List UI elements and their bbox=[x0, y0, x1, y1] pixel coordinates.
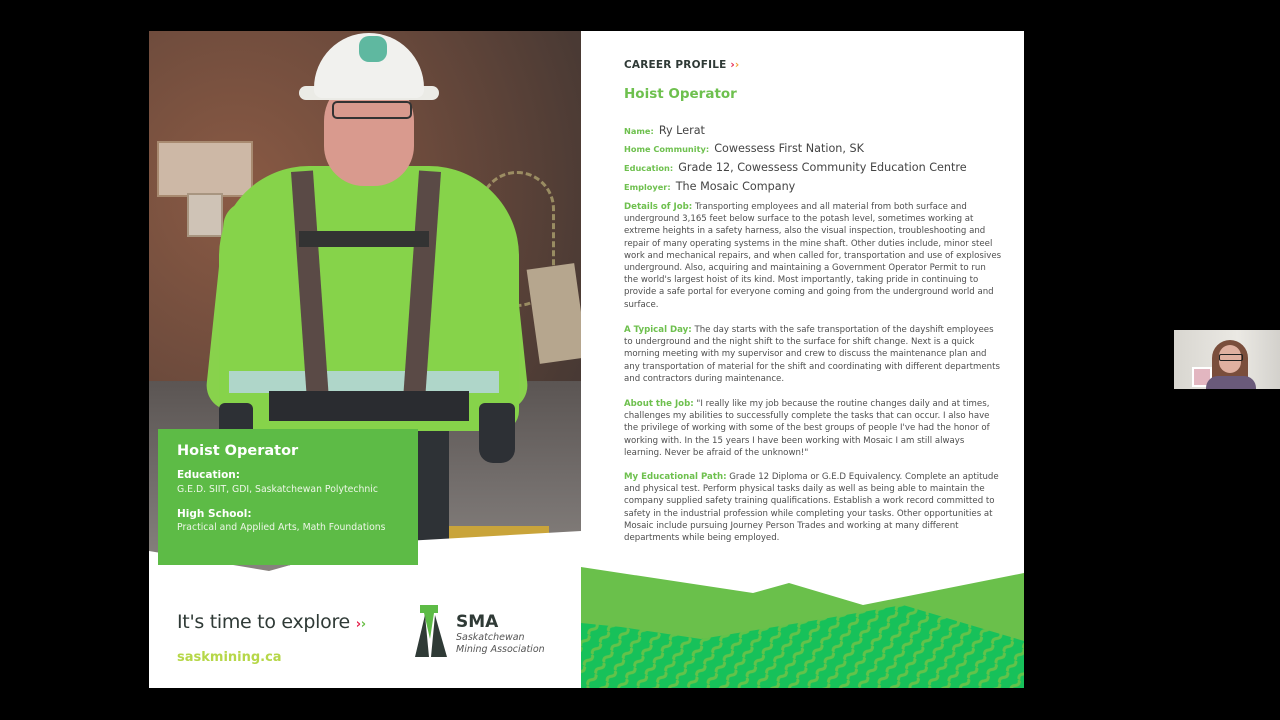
sma-logo-icon bbox=[415, 605, 451, 657]
logo-subtitle bbox=[456, 632, 545, 656]
electrical-box-small bbox=[187, 193, 223, 237]
safety-glasses bbox=[332, 101, 412, 119]
website-link[interactable]: saskmining.ca bbox=[177, 650, 282, 665]
section-label: My Educational Path: bbox=[624, 472, 727, 482]
section-educational-path bbox=[624, 471, 1002, 544]
education-label: Education: bbox=[177, 469, 240, 481]
logo-name: SMA bbox=[456, 612, 499, 632]
role-title: Hoist Operator bbox=[177, 443, 299, 459]
section-text: Grade 12 Diploma or G.E.D Equivalency. Complete an aptitude and physical test. Perform physical tasks daily as well as being able to maintain the company supplied safety training qualifications. Establish a work record committed to safety in the industrial profession while completing your tasks. Other opportunities at Mosaic include pursuing Journey Person Trades and working at many different departments while being employed. bbox=[624, 472, 999, 544]
field-education bbox=[624, 156, 967, 175]
kicker-text: CAREER PROFILE bbox=[624, 59, 727, 71]
field-home-community bbox=[624, 137, 864, 156]
logo-sub-line2: Mining Association bbox=[456, 644, 545, 655]
cap-lamp-icon bbox=[359, 36, 387, 62]
electrical-box bbox=[157, 141, 253, 197]
section-label: Details of Job: bbox=[624, 202, 693, 212]
field-name bbox=[624, 119, 705, 138]
field-label: Home Community: bbox=[624, 144, 710, 154]
presenter-body bbox=[1206, 376, 1256, 389]
section-text: Transporting employees and all material from both surface and underground 3,165 feet below surface to the potash level, sometimes working at extreme heights in a safety harness, also the visual inspection, troubleshooting and repair of many operating systems in the mine shaft. Other duties include, minor steel work and mechanical repairs, and when called for, transportation and use of explosives underground. Also, acquiring and maintaining a Government Operator Permit to run the world's largest hoist of its kind. Most importantly, taking pride in continuing to provide a safe portal for everyone coming and going from the underground world and surface. bbox=[624, 202, 1002, 310]
section-label: About the Job: bbox=[624, 399, 694, 409]
section-kicker bbox=[624, 59, 739, 71]
high-school-label: High School: bbox=[177, 508, 252, 520]
presentation-slide bbox=[149, 31, 1024, 688]
high-school-value: Practical and Applied Arts, Math Foundations bbox=[177, 522, 386, 533]
chevrons-icon: ›› bbox=[355, 617, 366, 632]
education-value: G.E.D. SIIT, GDI, Saskatchewan Polytechnic bbox=[177, 484, 378, 495]
section-text: "I really like my job because the routine changes daily and at times, challenges my abilities to successfully complete the tasks that can occur. I also have the privilege of working with some of the best groups of people I've had the honor of working with. In the 15 years I have been working with Mosaic I am still always learning. Never be afraid of the unknown!" bbox=[624, 399, 990, 458]
tagline bbox=[177, 611, 366, 633]
section-details-of-job bbox=[624, 201, 1002, 311]
section-about-the-job bbox=[624, 398, 1002, 459]
field-value: Ry Lerat bbox=[658, 124, 705, 137]
career-profile-panel bbox=[581, 31, 1024, 688]
presenter-glasses bbox=[1219, 354, 1243, 361]
section-typical-day bbox=[624, 324, 1002, 385]
chevron-orange-icon: › bbox=[734, 59, 740, 71]
field-label: Education: bbox=[624, 163, 674, 173]
harness-chest-strap bbox=[299, 231, 429, 247]
logo-sub-line1: Saskatchewan bbox=[456, 632, 525, 643]
operator-photo bbox=[149, 31, 581, 688]
tool-belt bbox=[269, 391, 469, 421]
reflective-stripe bbox=[229, 371, 499, 393]
field-value: Cowessess First Nation, SK bbox=[714, 142, 864, 155]
field-value: Grade 12, Cowessess Community Education Centre bbox=[678, 161, 967, 174]
section-label: A Typical Day: bbox=[624, 325, 692, 335]
field-label: Name: bbox=[624, 126, 654, 136]
page-title: Hoist Operator bbox=[624, 86, 737, 102]
chevron-red-icon: › bbox=[730, 59, 735, 71]
field-employer bbox=[624, 175, 795, 194]
glove-right bbox=[479, 403, 515, 463]
field-label: Employer: bbox=[624, 182, 671, 192]
presenter-webcam[interactable] bbox=[1174, 330, 1280, 389]
green-hills-graphic bbox=[581, 561, 1024, 688]
tagline-text: It's time to explore bbox=[177, 611, 350, 633]
field-value: The Mosaic Company bbox=[675, 180, 796, 193]
section-text: The day starts with the safe transportation of the dayshift employees to underground and the night shift to the surface for shift change. Next is a quick morning meeting with my supervisor and crew to discuss the maintenance plan and any transportation of material for the shift and coordinating with different departments and contractors during maintenance. bbox=[624, 325, 1000, 384]
role-summary-box bbox=[158, 429, 418, 565]
